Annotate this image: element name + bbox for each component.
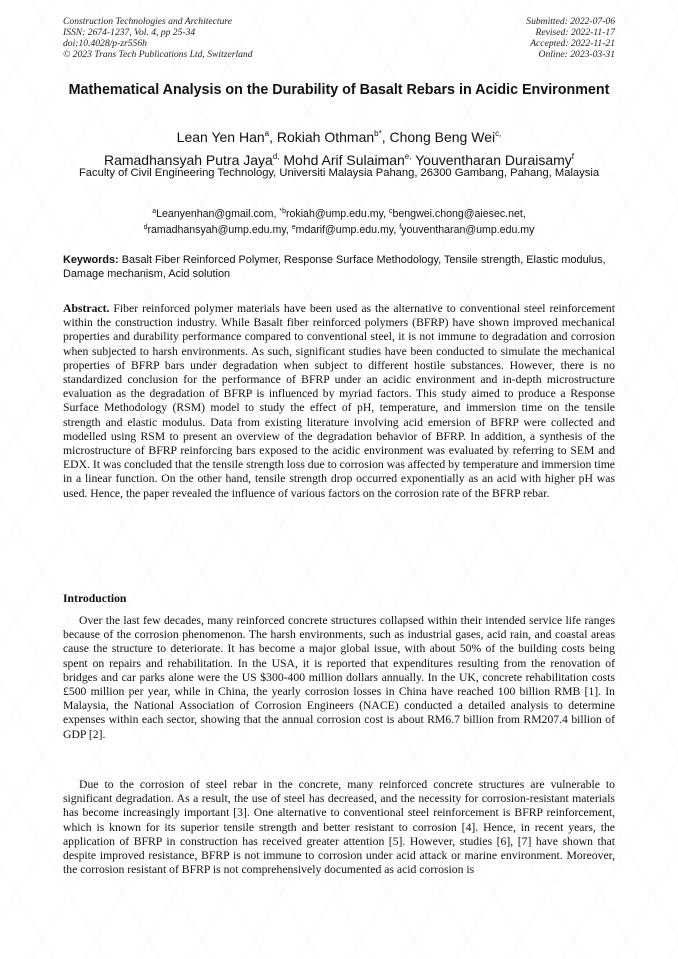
author: Lean Yen Han$^a$, [176,129,277,145]
journal-copyright: © 2023 Trans Tech Publications Ltd, Switzerland [63,49,253,60]
affiliation: Faculty of Civil Engineering Technology, Universiti Malaysia Pahang, 26300 Gambang, Pahang, Malaysia [78,167,600,179]
paper-title: Mathematical Analysis on the Durability of Basalt Rebars in Acidic Environment [68,82,610,98]
email[interactable]: $^a$Leanyenhan@gmail.com, [152,208,280,220]
abstract-text: Fiber reinforced polymer materials have been used as the alternative to conventional steel reinforcement within the construction industry. While Basalt fiber reinforced polymers (BFRP) have shown improved mechanical properties and durability performance compared to conventional steel, it is not immune to degradation and corrosion when subjected to harsh environments. As such, significant studies have been conducted to simulate the mechanical properties of BFRP bars under degradation when subject to different hostile substances. However, there is no standardized conclusion for the performance of BFRP under an acidic environment and in-depth microstructure evaluation as the degradation of BFRP is influenced by myriad factors. This study aimed to produce a Response Surface Methodology (RSM) model to study the effect of pH, temperature, and immersion time on the tensile strength and elastic modulus. Data from existing literature involving acid emersion of BFRP were collected and modelled using RSM to present an overview of the degradation behavior of BFRP. In addition, a synthesis of the microstructure of BFRP reinforcing bars exposed to the acidic environment was evaluated by referring to SEM and EDX. It was concluded that the tensile strength loss due to corrosion was affected by temperature and immersion time in a linear function. On the other hand, tensile strength drop occurred exponentially as an acid with higher pH was used. Hence, the paper revealed the influence of various factors on the corrosion rate of the BFRP rebar. [63,302,616,500]
journal-header [63,16,615,60]
section-heading-introduction: Introduction [63,592,127,605]
publication-dates [526,16,615,60]
journal-info [63,16,253,60]
author: Chong Beng Wei$^{c,}$ [389,129,502,145]
author: Rokiah Othman$^{b*}$, [276,129,390,145]
date-revised: Revised: 2022-11-17 [535,27,615,38]
email[interactable]: $^d$ramadhansyah@ump.edu.my, [143,224,292,236]
author: Mohd Arif Sulaiman$^{e,}$ [283,152,412,168]
date-online: Online: 2023-03-31 [538,49,615,60]
email[interactable]: $^f$youventharan@ump.edu.my [399,224,535,236]
author-list [40,124,638,170]
journal-name: Construction Technologies and Architecture [63,16,233,27]
email[interactable]: $^c$bengwei.chong@aiesec.net, [389,208,526,220]
keywords-label: Keywords: [63,254,119,266]
author: Youventharan Duraisamy$^f$ [415,152,575,168]
email[interactable]: $^{*b}$rokiah@ump.edu.my, [279,208,389,220]
author: Ramadhansyah Putra Jaya$^{d,}$ [103,152,280,168]
keywords-text: Basalt Fiber Reinforced Polymer, Response Surface Methodology, Tensile strength, Elastic modulus, Damage mechanism, Acid solution [63,254,606,280]
email[interactable]: $^e$mdarif@ump.edu.my, [291,224,400,236]
journal-issn: ISSN: 2674-1237, Vol. 4, pp 25-34 [63,27,196,38]
abstract [63,302,615,501]
date-submitted: Submitted: 2022-07-06 [526,16,615,27]
journal-doi[interactable]: doi:10.4028/p-zr556h [63,38,147,49]
date-accepted: Accepted: 2022-11-21 [530,38,615,49]
keywords [63,253,615,281]
introduction-paragraph: Due to the corrosion of steel rebar in the concrete, many reinforced concrete structures are vulnerable to significant degradation. As a result, the use of steel has decreased, and the necessity for corrosion-resistant materials has become increasingly important [3]. One alternative to conventional steel reinforcement is BFRP reinforcement, which is known for its superior tensile strength and better resistant to corrosion [4]. Hence, in recent years, the application of BFRP in construction has received greater attention [5]. However, studies [6], [7] have shown that despite improved resistance, BFRP is not immune to corrosion under acid attack or marine environment. Moreover, the corrosion resistant of BFRP is not comprehensively documented as acid corrosion is [63,778,615,877]
abstract-label: Abstract. [63,302,110,315]
introduction-paragraph: Over the last few decades, many reinforced concrete structures collapsed within their intended service life ranges because of the corrosion phenomenon. The harsh environments, such as industrial gases, acid rain, and coastal areas cause the structure to deteriorate. It has become a major global issue, with about 50% of the building costs being spent on repairs and rehabilitation. In the USA, it is reported that expenditures resulting from the renovation of bridges and car parks alone were the US $300-400 million dollars annually. In the UK, concrete rehabilitation costs £500 million per year, while in China, the yearly corrosion losses in China have reached 100 billion RMB [1]. In Malaysia, the National Association of Corrosion Engineers (NACE) conducted a detailed analysis to determine expenses within each sector, showing that the annual corrosion cost is about RM6.7 billion from RM207.4 billion of GDP [2]. [63,614,615,741]
email-list [63,205,615,237]
